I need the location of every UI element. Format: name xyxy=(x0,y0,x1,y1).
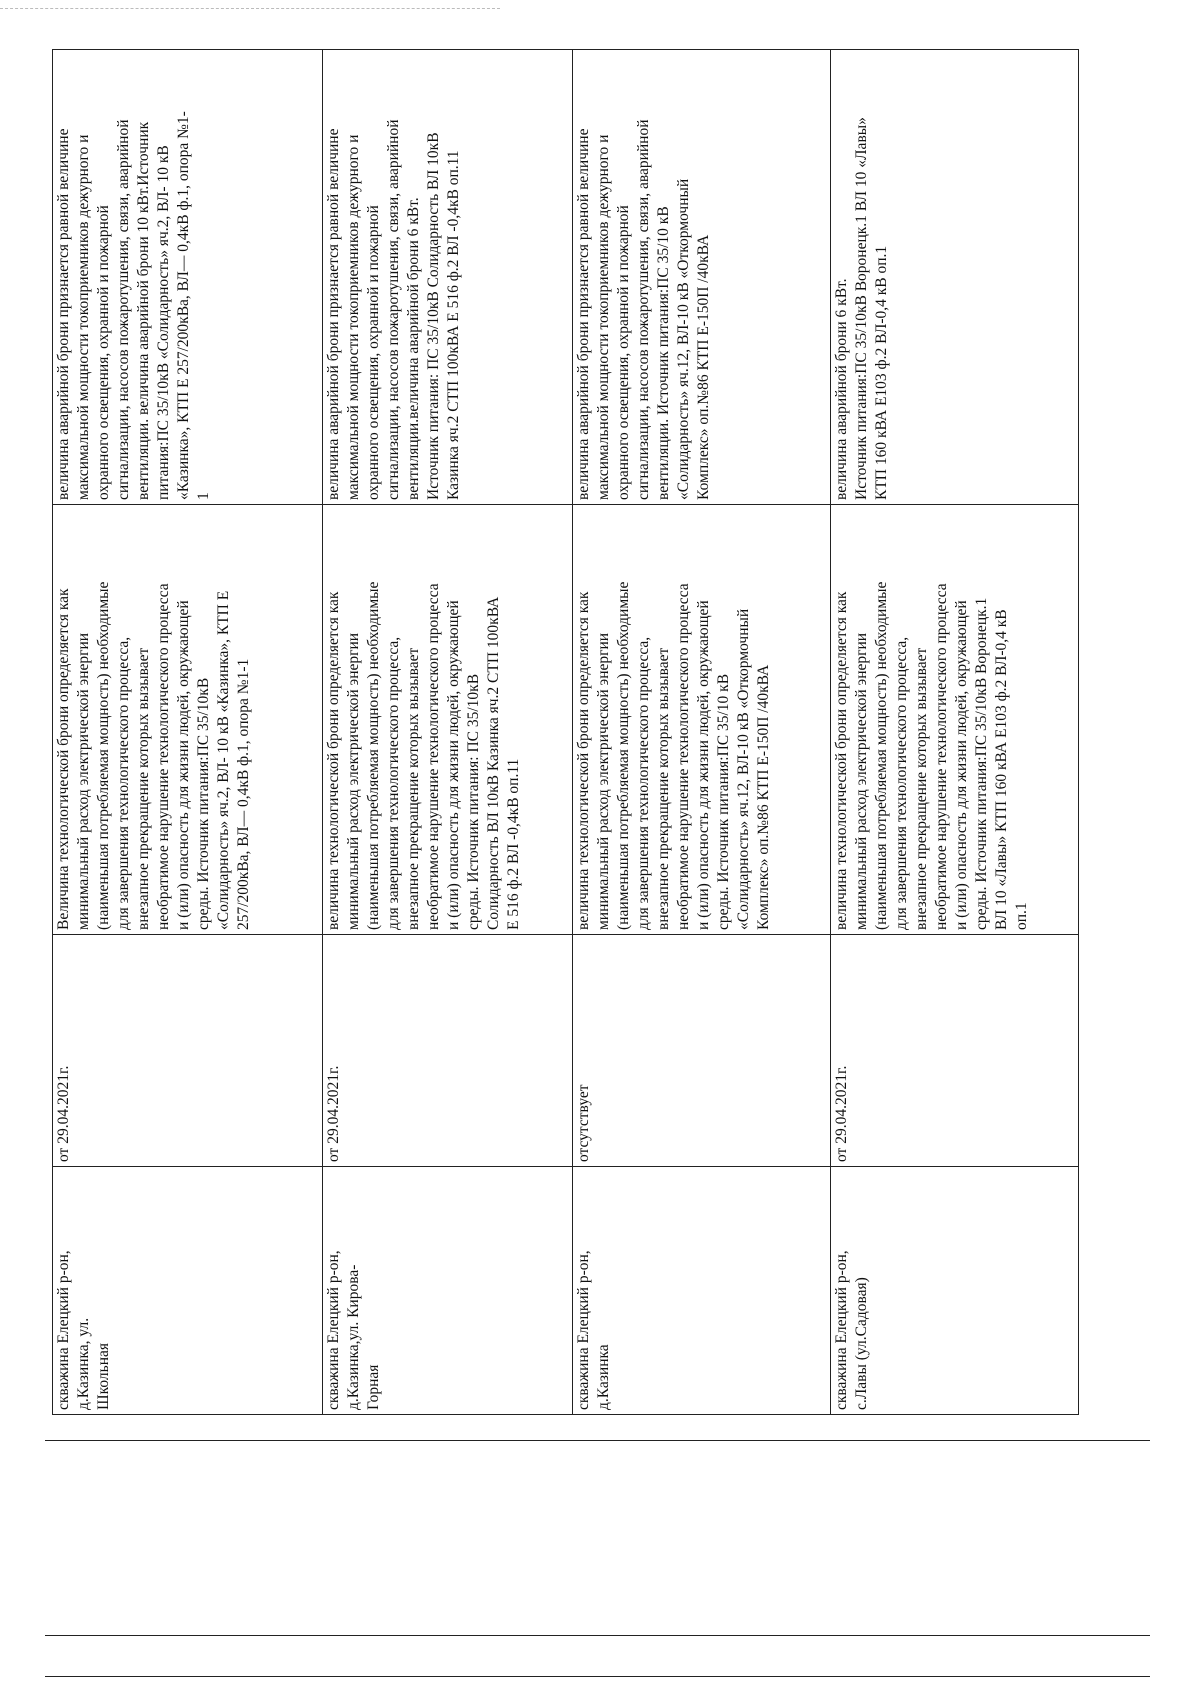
table-row xyxy=(323,50,573,1415)
tech-reserve-cell xyxy=(573,505,831,935)
date-cell xyxy=(323,935,573,1167)
rule-line-1 xyxy=(45,1440,1150,1441)
emergency-reserve-text: величина аварийной брони признается равной величине максимальной мощности токоприемников дежурного и охранного освещения, охранной и пожарной сигнализации, насосов пожаротушения, связи, аварийной вентиляции.величина аварийной брони 6 кВт. Источник питания: ПС 35/10кВ Солидарность ВЛ 10кВ Казинка яч.2 СТП 100кВА Е 516 ф.2 ВЛ -0,4кВ оп.11 xyxy=(325,119,462,500)
rule-line-2 xyxy=(45,1635,1150,1636)
object-text: скважина Елецкий р-он, д.Казинка xyxy=(575,1250,612,1410)
rule-line-3 xyxy=(45,1676,1150,1677)
emergency-reserve-cell xyxy=(323,50,573,505)
object-text: скважина Елецкий р-он, с.Лавы (ул.Садовая) xyxy=(833,1250,870,1410)
emergency-reserve-cell xyxy=(53,50,323,505)
object-text: скважина Елецкий р-он, д.Казинка,ул. Кирова- Горная xyxy=(325,1250,382,1410)
object-cell xyxy=(53,1167,323,1415)
emergency-reserve-text: величина аварийной брони признается равной величине максимальной мощности токоприемников дежурного и охранного освещения, охранной и пожарной сигнализации, насосов пожаротушения, связи, аварийной вентиляции. величина аварийной брони 10 кВт.Источник питания:ПС 35/10кВ «Солидарность» яч.2, ВЛ- 10 кВ «Казинка», КТП Е 257/200кВа, ВЛ— 0,4кВ ф.1, опора №1- 1 xyxy=(55,111,212,500)
emergency-reserve-cell xyxy=(831,50,1079,505)
table-row xyxy=(573,50,831,1415)
date-text: отсутствует xyxy=(575,1084,592,1162)
object-cell xyxy=(831,1167,1079,1415)
rotated-table-wrapper xyxy=(52,50,1142,1415)
table-row xyxy=(53,50,323,1415)
date-cell xyxy=(573,935,831,1167)
scan-edge-line xyxy=(0,8,500,9)
tech-reserve-cell xyxy=(53,505,323,935)
date-cell xyxy=(53,935,323,1167)
date-cell xyxy=(831,935,1079,1167)
emergency-reserve-text: величина аварийной брони признается равной величине максимальной мощности токоприемников дежурного и охранного освещения, охранной и пожарной сигнализации, насосов пожаротушения, связи, аварийной вентиляции. Источник питания:ПС 35/10 кВ «Солидарность» яч.12, ВЛ-10 кВ «Откормочный Комплекс» оп.№86 КТП Е-150П /40кВА xyxy=(575,119,712,500)
object-cell xyxy=(323,1167,573,1415)
emergency-reserve-cell xyxy=(573,50,831,505)
tech-reserve-text: величина технологической брони определяется как минимальный расход электрической энергии (наименьшая потребляемая мощность) необходимые для завершения технологического процесса, внезапное прекращение которых вызывает необратимое нарушение технологического процесса и (или) опасность для жизни людей, окружающей среды. Источник питания:ПС 35/10кВ Воронецк.1 ВЛ 10 «Лавы» КТП 160 кВА Е103 ф.2 ВЛ-0,4 кВ оп.1 xyxy=(833,581,1030,930)
object-text: скважина Елецкий р-он, д.Казинка, ул. Школьная xyxy=(55,1250,112,1410)
object-cell xyxy=(573,1167,831,1415)
date-text: от 29.04.2021г. xyxy=(55,1065,72,1162)
table-row xyxy=(831,50,1079,1415)
date-text: от 29.04.2021г. xyxy=(833,1065,850,1162)
tech-reserve-cell xyxy=(831,505,1079,935)
power-reserve-table xyxy=(52,49,1079,1415)
tech-reserve-cell xyxy=(323,505,573,935)
date-text: от 29.04.2021г. xyxy=(325,1065,342,1162)
emergency-reserve-text: величина аварийной брони 6 кВт. Источник питания:ПС 35/10кВ Воронецк.1 ВЛ 10 «Лавы» КТП 160 кВА Е103 ф.2 ВЛ-0,4 кВ оп.1 xyxy=(833,117,890,500)
tech-reserve-text: величина технологической брони определяется как минимальный расход электрической энергии (наименьшая потребляемая мощность) необходимые для завершения технологического процесса, внезапное прекращение которых вызывает необратимое нарушение технологического процесса и (или) опасность для жизни людей, окружающей среды. Источник питания:ПС 35/10 кВ «Солидарность» яч.12, ВЛ-10 кВ «Откормочный Комплекс» оп.№86 КТП Е-150П /40кВА xyxy=(575,581,772,930)
tech-reserve-text: величина технологической брони определяется как минимальный расход электрической энергии (наименьшая потребляемая мощность) необходимые для завершения технологического процесса, внезапное прекращение которых вызывает необратимое нарушение технологического процесса и (или) опасность для жизни людей, окружающей среды. Источник питания: ПС 35/10кВ Солидарность ВЛ 10кВ Казинка яч.2 СТП 100кВА Е 516 ф.2 ВЛ -0,4кВ оп.11 xyxy=(325,581,522,930)
tech-reserve-text: Величина технологической брони определяется как минимальный расход электрической энергии (наименьшая потребляемая мощность) необходимые для завершения технологического процесса, внезапное прекращение которых вызывает необратимое нарушение технологического процесса и (или) опасность для жизни людей, окружающей среды. Источник питания:ПС 35/10кВ «Солидарность» яч.2, ВЛ- 10 кВ «Казинка», КТП Е 257/200кВа, ВЛ— 0,4кВ ф.1, опора №1-1 xyxy=(55,581,252,930)
